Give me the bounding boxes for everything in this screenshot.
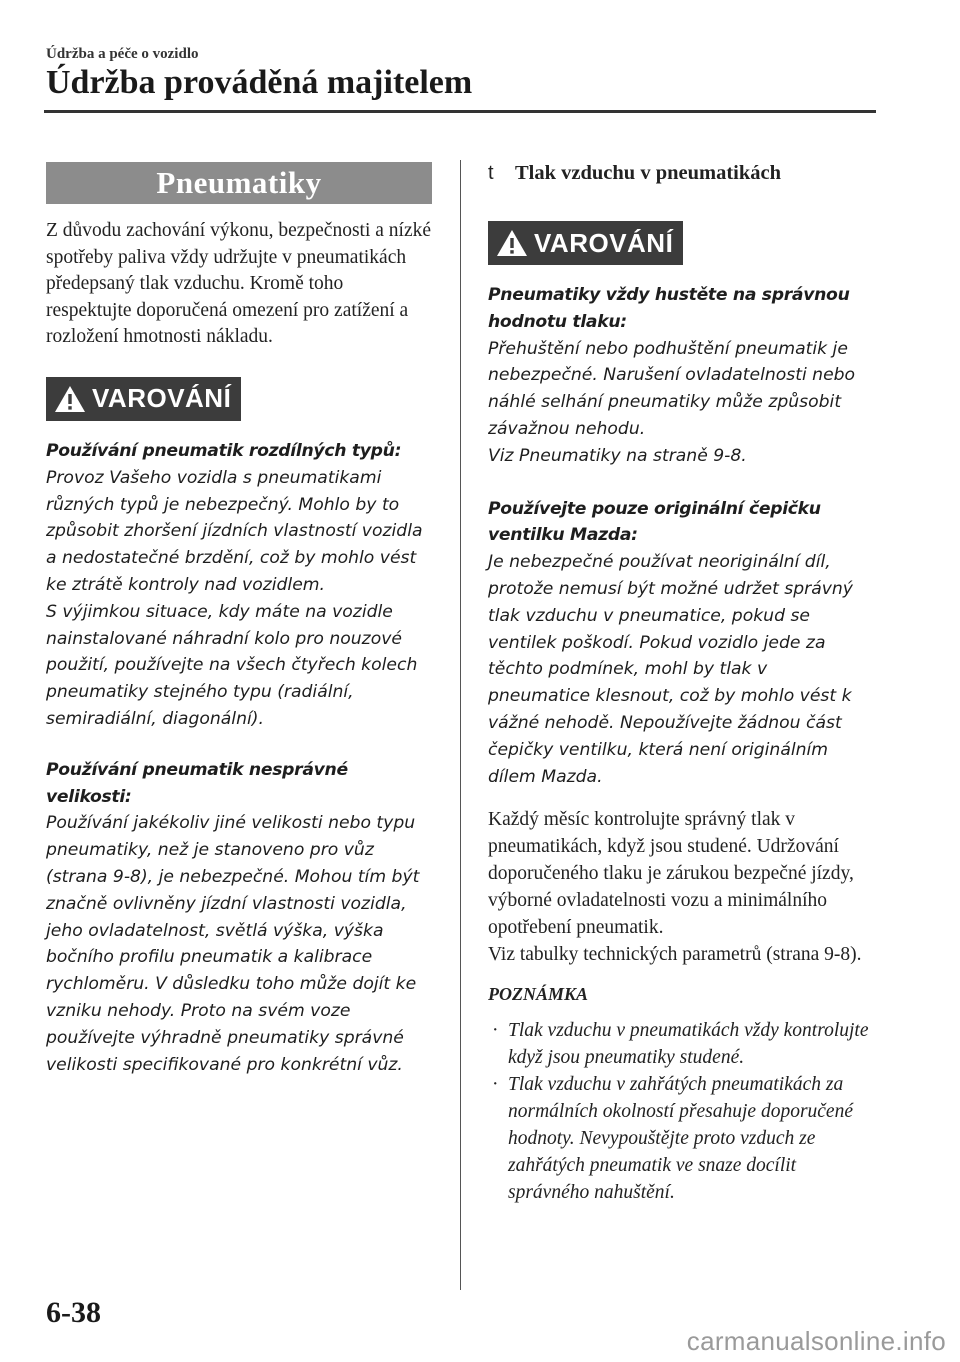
- warning-label: VAROVÁNÍ: [534, 227, 674, 258]
- warning-label: VAROVÁNÍ: [92, 383, 232, 414]
- section-bullet: t: [488, 162, 494, 184]
- warning-text: S výjimkou situace, kdy máte na vozidle nainstalované náhradní kolo pro nouzové použití, používejte na všech čtyřech kolech pneumatiky stejného typu (radiální, semiradiální, diagonální).: [46, 601, 418, 729]
- intro-paragraph: Z důvodu zachování výkonu, bezpečnosti a nízké spotřeby paliva vždy udržujte v pneumatikách předepsaný tlak vzduchu. Kromě toho respektujte doporučená omezení pro zatížení a rozložení hmotnosti nákladu.: [46, 220, 432, 348]
- warning-text: Provoz Vašeho vozidla s pneumatikami různých typů je nebezpečný. Mohlo by to způsobit zhoršení jízdních vlastností vozidla a nedostatečné brzdění, což by mohlo vést ke ztrátě kontroly nad vozidlem.: [46, 467, 423, 595]
- right-column: [488, 162, 872, 1206]
- section-banner: Pneumatiky: [46, 162, 432, 204]
- warning-text: Používání jakékoliv jiné velikosti nebo typu pneumatiky, než je stanoveno pro vůz (strana 9-8), je nebezpečné. Mohou tím být značně ovlivněny jízdní vlastnosti vozidla, jeho ovladatelnost, světlá výška, výška bočního profilu pneumatik a kalibrace rychloměru. V důsledku toho může dojít ke vzniku nehody. Proto na svém voze používejte výhradně pneumatiky správné velikosti specifikované pro konkrétní vůz.: [46, 813, 420, 1075]
- note-text: Tlak vzduchu v zahřátých pneumatikách za normálních okolností přesahuje doporučené hodnoty. Nevypouštějte proto vzduch ze zahřátých pneumatik ve snaze docílit správného nahuštění.: [508, 1074, 853, 1204]
- breadcrumb: Údržba a péče o vozidlo: [46, 46, 199, 62]
- warning-heading: Používání pneumatik nesprávné velikosti:: [46, 759, 348, 807]
- warning-heading: Používejte pouze originální čepičku ventilku Mazda:: [488, 498, 821, 546]
- section-subheading: [488, 162, 872, 185]
- warning-badge: [46, 377, 241, 421]
- subheading-text: Tlak vzduchu v pneumatikách: [515, 162, 781, 184]
- watermark: carmanualsonline.info: [686, 1326, 946, 1356]
- warning-triangle-icon: [496, 228, 528, 258]
- left-column: [46, 162, 432, 1078]
- note-item: [488, 1071, 872, 1206]
- note-item: [488, 1017, 872, 1071]
- warning-heading: Používání pneumatik rozdílných typů:: [46, 440, 402, 461]
- body-paragraph: Viz tabulky technických parametrů (strana 9-8).: [488, 944, 862, 966]
- warning-content: [46, 438, 432, 1078]
- warning-heading: Pneumatiky vždy hustěte na správnou hodnotu tlaku:: [488, 285, 850, 332]
- note-text: Tlak vzduchu v pneumatikách vždy kontrolujte když jsou pneumatiky studené.: [508, 1020, 869, 1069]
- bullet-dot-icon: ·: [492, 1074, 499, 1096]
- page-number: 6-38: [46, 1296, 101, 1329]
- note-list: [488, 1017, 872, 1206]
- column-divider: [460, 160, 461, 1290]
- bullet-dot-icon: ·: [492, 1020, 499, 1042]
- warning-text: Přehuštění nebo podhuštění pneumatik je nebezpečné. Narušení ovladatelnosti nebo náhlé selhání pneumatiky může způsobit závažnou nehodu.: [488, 338, 856, 439]
- header-rule: [44, 110, 876, 113]
- page-title: Údržba prováděná majitelem: [46, 64, 473, 101]
- note-title: POZNÁMKA: [488, 984, 589, 1005]
- warning-triangle-icon: [54, 384, 86, 414]
- body-paragraph: Každý měsíc kontrolujte správný tlak v pneumatikách, když jsou studené. Udržování doporučeného tlaku je zárukou bezpečné jízdy, výborné ovladatelnosti vozu a minimálního opotřebení pneumatik.: [488, 809, 854, 939]
- warning-badge: [488, 221, 683, 265]
- warning-content: [488, 282, 872, 790]
- warning-text: Je nebezpečné používat neoriginální díl, protože nemusí být možné udržet správný tlak vzduchu v pneumatice, pokud se ventilek poškodí. Pokud vozidlo jede za těchto podmínek, mohl by tlak v pneumatice klesnout, což by mohlo vést k vážné nehodě. Nepoužívejte žádnou část čepičky ventilku, která není originálním dílem Mazda.: [488, 552, 853, 787]
- warning-text: Viz Pneumatiky na straně 9-8.: [488, 445, 747, 466]
